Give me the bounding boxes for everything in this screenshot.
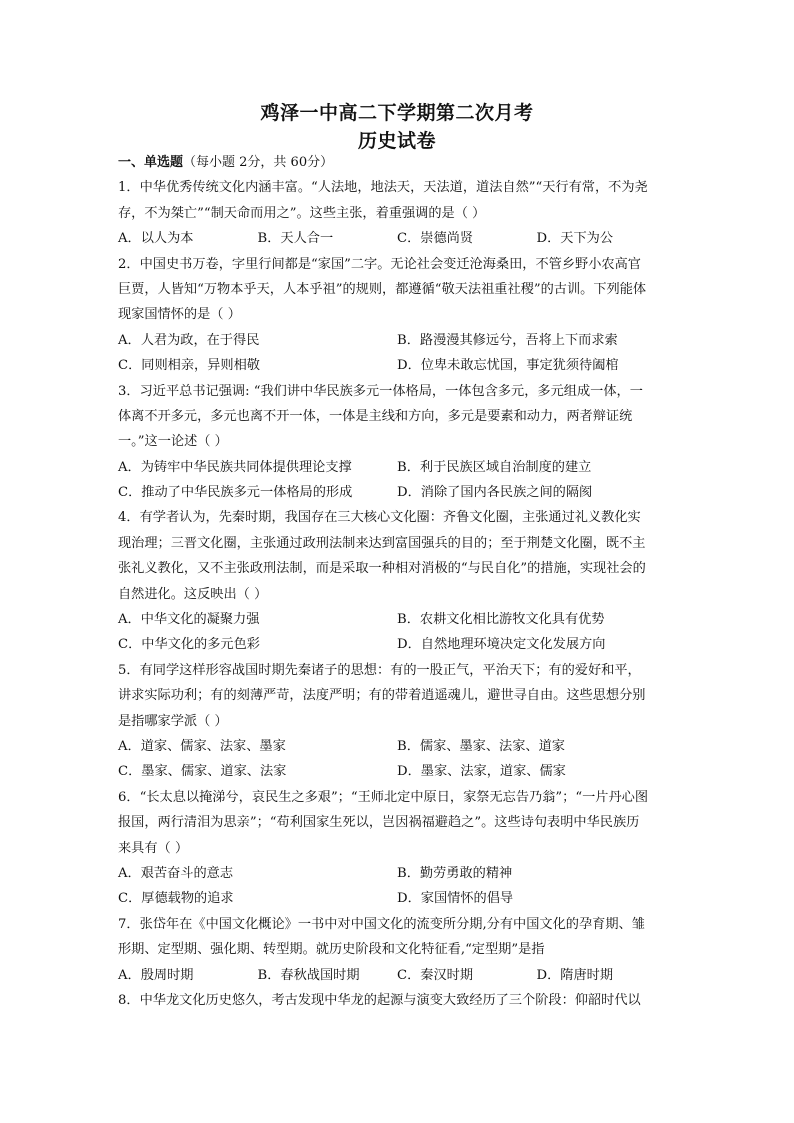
answer-option: A．道家、儒家、法家、墨家 (118, 738, 286, 754)
answer-option: D．天下为公 (536, 231, 614, 247)
option-row (118, 226, 676, 251)
question-item (118, 988, 676, 1013)
question-stem-line: 存，不为桀亡”“制天命而用之”。这些主张，着重强调的是（ ） (118, 205, 486, 221)
option-row (118, 963, 676, 988)
question-stem-line: 体离不开多元，多元也离不开一体，一体是主线和方向，多元是要素和动力，两者辩证统 (118, 408, 633, 424)
option-row (118, 353, 676, 378)
answer-option: C．同则相亲，异则相敬 (118, 358, 260, 374)
answer-option: A．中华文化的凝聚力强 (118, 612, 260, 628)
question-item (118, 252, 676, 379)
answer-option: C．中华文化的多元色彩 (118, 637, 260, 653)
option-row (118, 480, 676, 505)
answer-option: C．推动了中华民族多元一体格局的形成 (118, 485, 353, 501)
exam-subject-title: 历史试卷 (357, 130, 436, 152)
answer-option: B．农耕文化相比游牧文化具有优势 (397, 612, 605, 628)
answer-option: D．消除了国内各民族之间的隔阂 (397, 485, 593, 501)
question-stem-line: 3．习近平总书记强调: “我们讲中华民族多元一体格局，一体包含多元，多元组成一体，一 (118, 383, 643, 399)
answer-option: A．殷周时期 (118, 967, 194, 983)
question-item (118, 912, 676, 988)
answer-option: C．崇德尚贤 (397, 231, 474, 247)
question-item (118, 505, 676, 657)
option-row (118, 328, 676, 353)
question-stem-line: 8．中华龙文化历史悠久，考古发现中华龙的起源与演变大致经历了三个阶段：仰韶时代以 (118, 992, 641, 1008)
option-row (118, 455, 676, 480)
answer-option: B．天人合一 (257, 231, 334, 247)
question-stem-line: 5．有同学这样形容战国时期先秦诸子的思想：有的一股正气，平治天下；有的爱好和平， (118, 662, 641, 678)
option-row (118, 861, 676, 886)
question-stem-line: 现家国情怀的是（ ） (118, 307, 241, 323)
option-row (118, 759, 676, 784)
answer-option: D．位卑未敢忘忧国，事定犹须待阖棺 (397, 358, 619, 374)
question-stem-line: 形期、定型期、强化期、转型期。就历史阶段和文化特征看,“定型期”是指 (118, 942, 545, 958)
answer-option: A．艰苦奋斗的意志 (118, 865, 234, 881)
exam-title: 鸡泽一中高二下学期第二次月考 (260, 102, 534, 124)
answer-option: B．勤劳勇敢的精神 (397, 865, 513, 881)
option-row (118, 886, 676, 911)
section-heading-label: 一、单选题 (118, 155, 184, 170)
question-stem-line: 报国，两行清泪为思亲”；“苟利国家生死以，岂因祸福避趋之”。这些诗句表明中华民族历 (118, 815, 640, 831)
question-stem-line: 1．中华优秀传统文化内涵丰富。“人法地，地法天，天法道，道法自然”“天行有常，不为尧 (118, 180, 648, 196)
question-stem-line: 巨贾，人皆知“万物本乎天，人本乎祖”的规则，都遵循“敬天法祖重社稷”的古训。下列能体 (118, 281, 647, 297)
question-stem-line: 7．张岱年在《中国文化概论》一书中对中国文化的流变所分期,分有中国文化的孕育期、雏 (118, 916, 645, 932)
section-heading (118, 150, 676, 175)
answer-option: C．墨家、儒家、道家、法家 (118, 764, 287, 780)
question-list (118, 175, 676, 1013)
question-stem-line: 讲求实际功利；有的刻薄严苛，法度严明；有的带着逍遥魂儿，避世寻自由。这些思想分别 (118, 688, 646, 704)
question-item (118, 379, 676, 506)
question-stem-line: 2．中国史书万卷，字里行间都是“家国”二字。无论社会变迁沧海桑田，不管乡野小农高官 (118, 256, 641, 272)
answer-option: D．墨家、法家，道家、儒家 (397, 764, 566, 780)
answer-option: D．家国情怀的倡导 (397, 891, 514, 907)
option-row (118, 607, 676, 632)
answer-option: A．以人为本 (118, 231, 194, 247)
answer-option: B．春秋战国时期 (257, 967, 360, 983)
question-item (118, 785, 676, 912)
question-item (118, 658, 676, 785)
option-row (118, 734, 676, 759)
section-heading-note: （每小题 2分，共 60分） (183, 155, 334, 170)
question-stem-line: 6．“长太息以掩涕兮，哀民生之多艰”；“王师北定中原日，家祭无忘告乃翁”；“一片丹心图 (118, 789, 649, 805)
answer-option: A．人君为政，在于得民 (118, 332, 260, 348)
exam-content (118, 150, 676, 1013)
answer-option: B．利于民族区域自治制度的建立 (397, 459, 592, 475)
answer-option: B．路漫漫其修远兮，吾将上下而求索 (397, 332, 618, 348)
question-stem-line: 4．有学者认为，先秦时期，我国存在三大核心文化圈：齐鲁文化圈，主张通过礼义教化实 (118, 510, 641, 526)
question-stem-line: 张礼义教化，又不主张政刑法制，而是采取一种相对消极的“与民自化”的措施，实现社会的 (118, 561, 646, 577)
question-stem-line: 来具有（ ） (118, 840, 189, 856)
question-stem-line: 自然进化。这反映出（ ） (118, 586, 268, 602)
question-stem-line: 现治理；三晋文化圈，主张通过政刑法制来达到富国强兵的目的；至于荆楚文化圈，既不主 (118, 535, 646, 551)
question-item (118, 175, 676, 251)
answer-option: A．为铸牢中华民族共同体提供理论支撑 (118, 459, 352, 475)
answer-option: C．秦汉时期 (397, 967, 474, 983)
answer-option: D．隋唐时期 (536, 967, 614, 983)
option-row (118, 632, 676, 657)
answer-option: C．厚德载物的追求 (118, 891, 234, 907)
question-stem-line: 是指哪家学派（ ） (118, 713, 228, 729)
question-stem-line: 一。”这一论述（ ） (118, 434, 228, 450)
answer-option: B．儒家、墨家、法家、道家 (397, 738, 565, 754)
answer-option: D．自然地理环境决定文化发展方向 (397, 637, 606, 653)
